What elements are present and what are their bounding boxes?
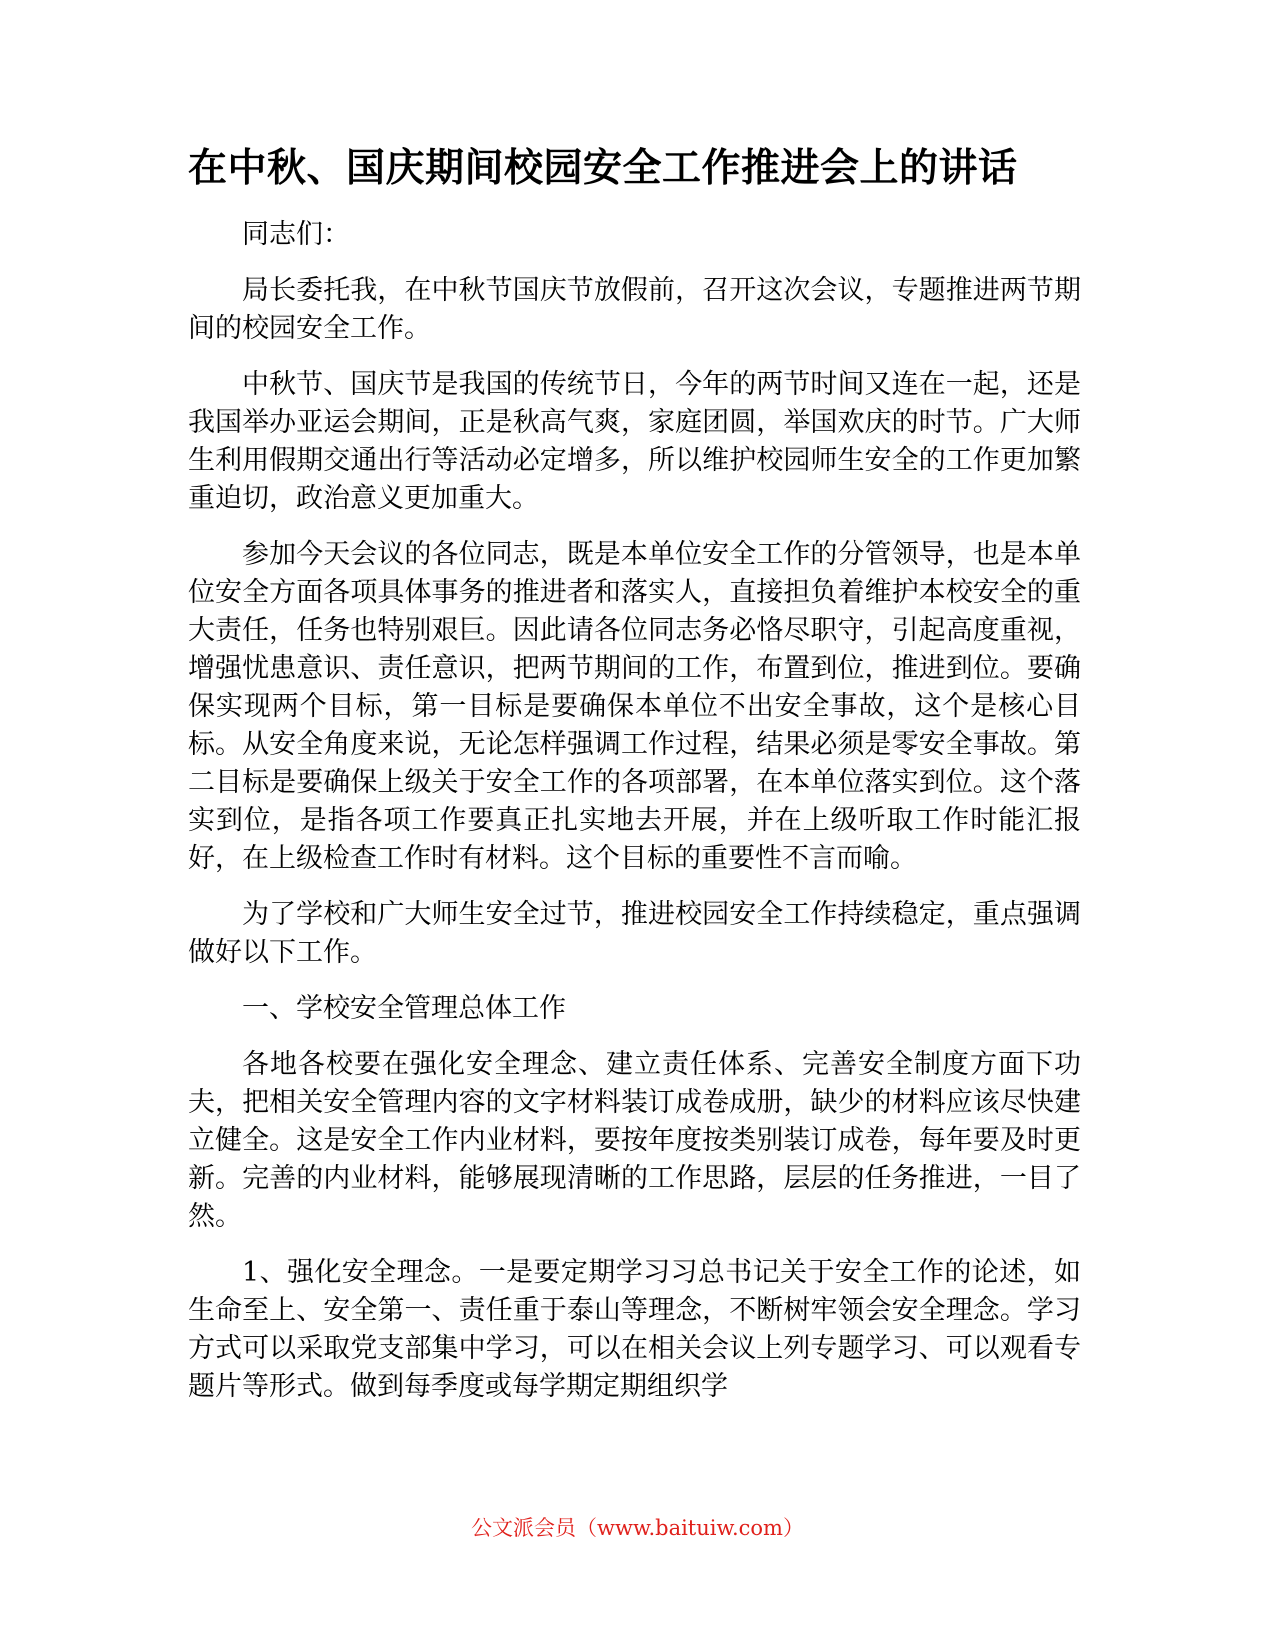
body-paragraph: 中秋节、国庆节是我国的传统节日，今年的两节时间又连在一起，还是我国举办亚运会期间，正是秋高气爽，家庭团圆，举国欢庆的时节。广大师生利用假期交通出行等活动必定增多，所以维护校园师生安全的工作更加繁重迫切，政治意义更加重大。	[188, 369, 1081, 514]
footer-watermark-link[interactable]: 公文派会员（www.baituiw.com）	[471, 1516, 804, 1540]
body-paragraph: 局长委托我，在中秋节国庆节放假前，召开这次会议，专题推进两节期间的校园安全工作。	[188, 275, 1081, 344]
document-title: 在中秋、国庆期间校园安全工作推进会上的讲话	[188, 146, 1018, 191]
body-paragraph: 1、强化安全理念。一是要定期学习习总书记关于安全工作的论述，如生命至上、安全第一、责任重于泰山等理念，不断树牢领会安全理念。学习方式可以采取党支部集中学习，可以在相关会议上列专题学习、可以观看专题片等形式。做到每季度或每学期定期组织学	[188, 1257, 1081, 1402]
body-paragraph: 各地各校要在强化安全理念、建立责任体系、完善安全制度方面下功夫，把相关安全管理内容的文字材料装订成卷成册，缺少的材料应该尽快建立健全。这是安全工作内业材料，要按年度按类别装订成卷，每年要及时更新。完善的内业材料，能够展现清晰的工作思路，层层的任务推进，一目了然。	[188, 1049, 1081, 1232]
body-paragraph: 参加今天会议的各位同志，既是本单位安全工作的分管领导，也是本单位安全方面各项具体事务的推进者和落实人，直接担负着维护本校安全的重大责任，任务也特别艰巨。因此请各位同志务必恪尽职守，引起高度重视，增强忧患意识、责任意识，把两节期间的工作，布置到位，推进到位。要确保实现两个目标，第一目标是要确保本单位不出安全事故，这个是核心目标。从安全角度来说，无论怎样强调工作过程，结果必须是零安全事故。第二目标是要确保上级关于安全工作的各项部署，在本单位落实到位。这个落实到位，是指各项工作要真正扎实地去开展，并在上级听取工作时能汇报好，在上级检查工作时有材料。这个目标的重要性不言而喻。	[188, 539, 1081, 874]
body-paragraph: 为了学校和广大师生安全过节，推进校园安全工作持续稳定，重点强调做好以下工作。	[188, 899, 1081, 968]
section-heading: 一、学校安全管理总体工作	[242, 993, 566, 1024]
document-page	[188, 140, 1081, 1424]
salutation-paragraph: 同志们：	[242, 219, 350, 250]
